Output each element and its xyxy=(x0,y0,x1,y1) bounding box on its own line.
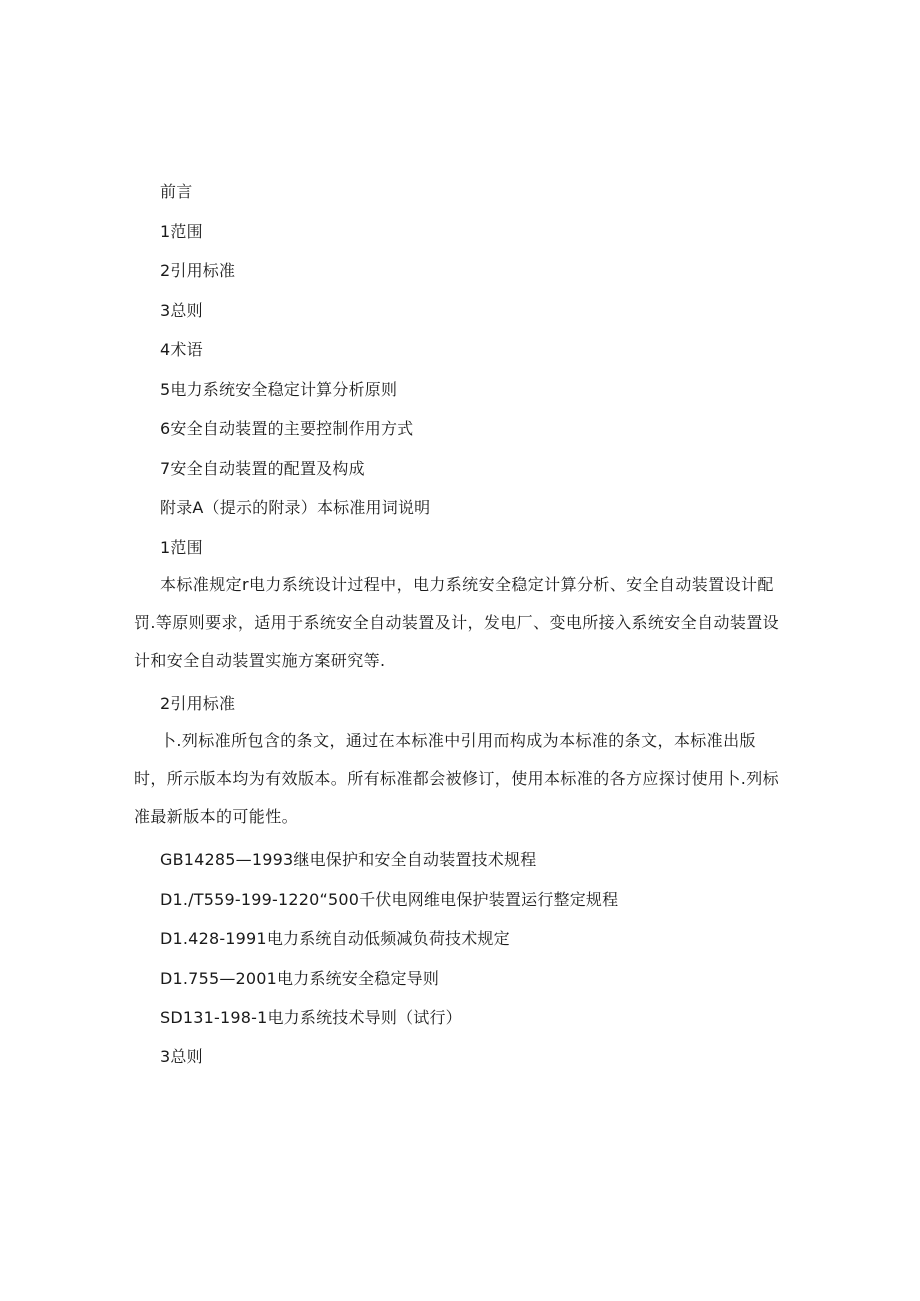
reference-item: D1.755—2001电力系统安全稳定导则 xyxy=(160,969,440,988)
toc-item-configuration: 7安全自动装置的配置及构成 xyxy=(160,459,365,478)
reference-item: GB14285—1993继电保护和安全自动装置技术规程 xyxy=(160,850,537,869)
toc-item-references: 2引用标准 xyxy=(160,261,236,280)
section-1-body xyxy=(134,566,784,680)
section-1-heading: 1范围 xyxy=(160,538,203,557)
toc-item-terms: 4术语 xyxy=(160,340,203,359)
reference-item: D1./T559-199-1220“500千伏电网维电保护装置运行整定规程 xyxy=(160,890,619,909)
toc-item-preface: 前言 xyxy=(160,182,193,201)
section-2-heading: 2引用标准 xyxy=(160,694,236,713)
section-2-body-text: 卜.列标准所包含的条文，通过在本标准中引用而构成为本标准的条文，本标准出版时，所示版本均为有效版本。所有标准都会被修订，使用本标准的各方应探讨使用卜.列标准最新版本的可能性。 xyxy=(134,731,780,826)
section-2-body xyxy=(134,722,784,836)
toc-item-appendix-a: 附录A（提示的附录）本标准用词说明 xyxy=(160,498,431,517)
toc-item-stability-analysis: 5电力系统安全稳定计算分析原则 xyxy=(160,380,398,399)
section-1-body-text: 本标准规定r电力系统设计过程中，电力系统安全稳定计算分析、安全自动装置设计配罚.等原则要求，适用于系统安全自动装置及计，发电厂、变电所接入系统安全自动装置设计和安全自动装置实施方案研究等. xyxy=(134,575,780,670)
toc-item-control-modes: 6安全自动装置的主要控制作用方式 xyxy=(160,419,414,438)
toc-item-general: 3总则 xyxy=(160,301,203,320)
reference-item: SD131-198-1电力系统技术导则（试行） xyxy=(160,1008,462,1027)
section-3-heading: 3总则 xyxy=(160,1047,203,1066)
reference-item: D1.428-1991电力系统自动低频减负荷技术规定 xyxy=(160,929,510,948)
toc-item-scope: 1范围 xyxy=(160,222,203,241)
